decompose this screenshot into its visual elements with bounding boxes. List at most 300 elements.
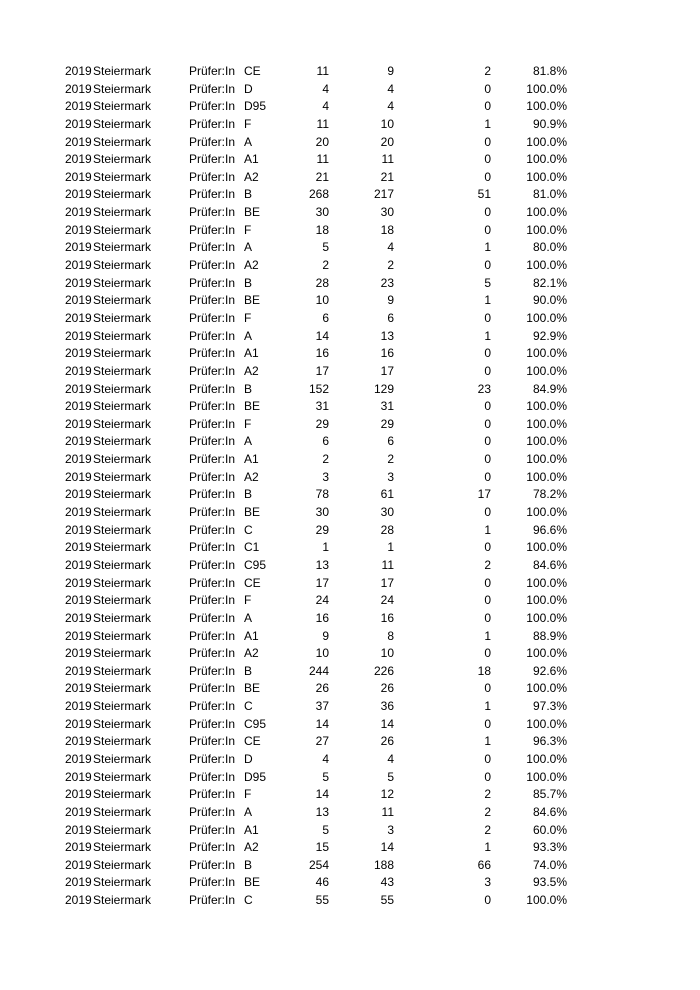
failed-count-cell: 1 xyxy=(484,116,491,131)
license-class-cell: BE xyxy=(244,505,261,520)
total-count-cell: 37 xyxy=(315,699,329,714)
table-row xyxy=(0,222,700,240)
license-class-cell: A xyxy=(244,804,253,819)
region-cell: Steiermark xyxy=(93,434,152,449)
region-cell: Steiermark xyxy=(93,663,152,678)
total-count-cell: 5 xyxy=(322,240,329,255)
region-cell: Steiermark xyxy=(93,540,152,555)
table-row xyxy=(0,822,700,840)
passed-count-cell: 4 xyxy=(387,81,394,96)
year-cell: 2019 xyxy=(65,452,92,467)
table-row xyxy=(0,839,700,857)
role-cell: Prüfer:In xyxy=(189,610,236,625)
passed-count-cell: 5 xyxy=(387,769,394,784)
region-cell: Steiermark xyxy=(93,469,152,484)
role-cell: Prüfer:In xyxy=(189,187,236,202)
region-cell: Steiermark xyxy=(93,152,152,167)
passed-count-cell: 18 xyxy=(380,222,394,237)
failed-count-cell: 0 xyxy=(484,434,491,449)
pass-rate-cell: 100.0% xyxy=(526,99,567,114)
total-count-cell: 152 xyxy=(308,381,329,396)
license-class-cell: BE xyxy=(244,205,261,220)
passed-count-cell: 6 xyxy=(387,434,394,449)
role-cell: Prüfer:In xyxy=(189,663,236,678)
table-row xyxy=(0,733,700,751)
passed-count-cell: 12 xyxy=(380,787,394,802)
failed-count-cell: 0 xyxy=(484,258,491,273)
pass-rate-cell: 84.6% xyxy=(532,557,567,572)
table-row xyxy=(0,345,700,363)
role-cell: Prüfer:In xyxy=(189,134,236,149)
pass-rate-cell: 100.0% xyxy=(526,540,567,555)
total-count-cell: 2 xyxy=(322,258,329,273)
table-row xyxy=(0,275,700,293)
passed-count-cell: 2 xyxy=(387,258,394,273)
role-cell: Prüfer:In xyxy=(189,258,236,273)
failed-count-cell: 2 xyxy=(484,787,491,802)
year-cell: 2019 xyxy=(65,258,92,273)
region-cell: Steiermark xyxy=(93,293,152,308)
pass-rate-cell: 100.0% xyxy=(526,893,567,908)
role-cell: Prüfer:In xyxy=(189,734,236,749)
failed-count-cell: 0 xyxy=(484,769,491,784)
region-cell: Steiermark xyxy=(93,381,152,396)
region-cell: Steiermark xyxy=(93,893,152,908)
table-row xyxy=(0,751,700,769)
total-count-cell: 31 xyxy=(315,399,329,414)
role-cell: Prüfer:In xyxy=(189,593,236,608)
total-count-cell: 4 xyxy=(322,81,329,96)
passed-count-cell: 36 xyxy=(380,699,394,714)
passed-count-cell: 10 xyxy=(380,646,394,661)
pass-rate-cell: 100.0% xyxy=(526,434,567,449)
license-class-cell: F xyxy=(244,593,252,608)
passed-count-cell: 8 xyxy=(387,628,394,643)
passed-count-cell: 29 xyxy=(380,416,394,431)
pass-rate-cell: 96.6% xyxy=(532,522,567,537)
table-row xyxy=(0,257,700,275)
region-cell: Steiermark xyxy=(93,575,152,590)
failed-count-cell: 1 xyxy=(484,840,491,855)
total-count-cell: 30 xyxy=(315,505,329,520)
table-row xyxy=(0,363,700,381)
year-cell: 2019 xyxy=(65,416,92,431)
pass-rate-cell: 100.0% xyxy=(526,134,567,149)
license-class-cell: CE xyxy=(244,734,261,749)
year-cell: 2019 xyxy=(65,134,92,149)
table-row xyxy=(0,522,700,540)
role-cell: Prüfer:In xyxy=(189,840,236,855)
failed-count-cell: 0 xyxy=(484,893,491,908)
pass-rate-cell: 84.9% xyxy=(532,381,567,396)
license-class-cell: A2 xyxy=(244,646,259,661)
region-cell: Steiermark xyxy=(93,187,152,202)
failed-count-cell: 2 xyxy=(484,557,491,572)
license-class-cell: CE xyxy=(244,575,261,590)
role-cell: Prüfer:In xyxy=(189,416,236,431)
total-count-cell: 28 xyxy=(315,275,329,290)
role-cell: Prüfer:In xyxy=(189,505,236,520)
passed-count-cell: 13 xyxy=(380,328,394,343)
table-row xyxy=(0,680,700,698)
year-cell: 2019 xyxy=(65,734,92,749)
pass-rate-cell: 93.5% xyxy=(532,875,567,890)
table-row xyxy=(0,592,700,610)
region-cell: Steiermark xyxy=(93,628,152,643)
year-cell: 2019 xyxy=(65,840,92,855)
passed-count-cell: 55 xyxy=(380,893,394,908)
year-cell: 2019 xyxy=(65,804,92,819)
total-count-cell: 24 xyxy=(315,593,329,608)
year-cell: 2019 xyxy=(65,522,92,537)
region-cell: Steiermark xyxy=(93,169,152,184)
region-cell: Steiermark xyxy=(93,363,152,378)
region-cell: Steiermark xyxy=(93,804,152,819)
passed-count-cell: 4 xyxy=(387,240,394,255)
role-cell: Prüfer:In xyxy=(189,310,236,325)
table-row xyxy=(0,433,700,451)
year-cell: 2019 xyxy=(65,787,92,802)
license-class-cell: F xyxy=(244,787,252,802)
failed-count-cell: 66 xyxy=(477,857,491,872)
license-class-cell: BE xyxy=(244,399,261,414)
year-cell: 2019 xyxy=(65,505,92,520)
pass-rate-cell: 81.0% xyxy=(532,187,567,202)
role-cell: Prüfer:In xyxy=(189,99,236,114)
total-count-cell: 15 xyxy=(315,840,329,855)
passed-count-cell: 30 xyxy=(380,505,394,520)
total-count-cell: 18 xyxy=(315,222,329,237)
pass-rate-cell: 100.0% xyxy=(526,575,567,590)
region-cell: Steiermark xyxy=(93,646,152,661)
failed-count-cell: 51 xyxy=(477,187,491,202)
region-cell: Steiermark xyxy=(93,681,152,696)
total-count-cell: 30 xyxy=(315,205,329,220)
year-cell: 2019 xyxy=(65,681,92,696)
year-cell: 2019 xyxy=(65,751,92,766)
license-class-cell: A xyxy=(244,328,253,343)
table-row xyxy=(0,239,700,257)
failed-count-cell: 0 xyxy=(484,469,491,484)
table-row xyxy=(0,310,700,328)
license-class-cell: B xyxy=(244,487,253,502)
pass-rate-cell: 100.0% xyxy=(526,310,567,325)
year-cell: 2019 xyxy=(65,399,92,414)
role-cell: Prüfer:In xyxy=(189,399,236,414)
region-cell: Steiermark xyxy=(93,857,152,872)
passed-count-cell: 20 xyxy=(380,134,394,149)
table-row xyxy=(0,98,700,116)
failed-count-cell: 0 xyxy=(484,310,491,325)
total-count-cell: 10 xyxy=(315,646,329,661)
failed-count-cell: 0 xyxy=(484,399,491,414)
year-cell: 2019 xyxy=(65,893,92,908)
license-class-cell: C1 xyxy=(244,540,260,555)
passed-count-cell: 30 xyxy=(380,205,394,220)
table-row xyxy=(0,663,700,681)
table-row xyxy=(0,786,700,804)
passed-count-cell: 26 xyxy=(380,734,394,749)
passed-count-cell: 14 xyxy=(380,716,394,731)
role-cell: Prüfer:In xyxy=(189,893,236,908)
failed-count-cell: 0 xyxy=(484,99,491,114)
pass-rate-cell: 97.3% xyxy=(532,699,567,714)
role-cell: Prüfer:In xyxy=(189,469,236,484)
region-cell: Steiermark xyxy=(93,258,152,273)
year-cell: 2019 xyxy=(65,434,92,449)
total-count-cell: 5 xyxy=(322,769,329,784)
region-cell: Steiermark xyxy=(93,505,152,520)
role-cell: Prüfer:In xyxy=(189,275,236,290)
year-cell: 2019 xyxy=(65,822,92,837)
year-cell: 2019 xyxy=(65,540,92,555)
region-cell: Steiermark xyxy=(93,399,152,414)
license-class-cell: B xyxy=(244,275,253,290)
role-cell: Prüfer:In xyxy=(189,857,236,872)
year-cell: 2019 xyxy=(65,81,92,96)
total-count-cell: 21 xyxy=(315,169,329,184)
region-cell: Steiermark xyxy=(93,734,152,749)
license-class-cell: C95 xyxy=(244,716,267,731)
total-count-cell: 55 xyxy=(315,893,329,908)
table-row xyxy=(0,451,700,469)
table-row xyxy=(0,169,700,187)
region-cell: Steiermark xyxy=(93,716,152,731)
role-cell: Prüfer:In xyxy=(189,787,236,802)
license-class-cell: A2 xyxy=(244,258,259,273)
role-cell: Prüfer:In xyxy=(189,681,236,696)
role-cell: Prüfer:In xyxy=(189,646,236,661)
pass-rate-cell: 100.0% xyxy=(526,222,567,237)
table-row xyxy=(0,804,700,822)
passed-count-cell: 26 xyxy=(380,681,394,696)
total-count-cell: 78 xyxy=(315,487,329,502)
pass-rate-cell: 100.0% xyxy=(526,610,567,625)
pass-rate-cell: 100.0% xyxy=(526,205,567,220)
failed-count-cell: 0 xyxy=(484,205,491,220)
total-count-cell: 3 xyxy=(322,469,329,484)
total-count-cell: 6 xyxy=(322,434,329,449)
pass-rate-cell: 100.0% xyxy=(526,646,567,661)
license-class-cell: C xyxy=(244,699,253,714)
role-cell: Prüfer:In xyxy=(189,363,236,378)
license-class-cell: BE xyxy=(244,681,261,696)
failed-count-cell: 0 xyxy=(484,681,491,696)
region-cell: Steiermark xyxy=(93,822,152,837)
role-cell: Prüfer:In xyxy=(189,875,236,890)
total-count-cell: 20 xyxy=(315,134,329,149)
role-cell: Prüfer:In xyxy=(189,205,236,220)
pass-rate-cell: 90.9% xyxy=(532,116,567,131)
region-cell: Steiermark xyxy=(93,116,152,131)
license-class-cell: C xyxy=(244,522,253,537)
region-cell: Steiermark xyxy=(93,699,152,714)
role-cell: Prüfer:In xyxy=(189,222,236,237)
pass-rate-cell: 82.1% xyxy=(532,275,567,290)
year-cell: 2019 xyxy=(65,328,92,343)
pass-rate-cell: 88.9% xyxy=(532,628,567,643)
passed-count-cell: 9 xyxy=(387,293,394,308)
pass-rate-cell: 100.0% xyxy=(526,751,567,766)
region-cell: Steiermark xyxy=(93,205,152,220)
passed-count-cell: 2 xyxy=(387,452,394,467)
failed-count-cell: 0 xyxy=(484,751,491,766)
role-cell: Prüfer:In xyxy=(189,628,236,643)
failed-count-cell: 2 xyxy=(484,64,491,78)
failed-count-cell: 2 xyxy=(484,822,491,837)
table-row xyxy=(0,504,700,522)
role-cell: Prüfer:In xyxy=(189,169,236,184)
region-cell: Steiermark xyxy=(93,81,152,96)
license-class-cell: F xyxy=(244,416,252,431)
role-cell: Prüfer:In xyxy=(189,575,236,590)
year-cell: 2019 xyxy=(65,363,92,378)
pass-rate-cell: 74.0% xyxy=(532,857,567,872)
region-cell: Steiermark xyxy=(93,346,152,361)
role-cell: Prüfer:In xyxy=(189,716,236,731)
role-cell: Prüfer:In xyxy=(189,116,236,131)
failed-count-cell: 23 xyxy=(477,381,491,396)
year-cell: 2019 xyxy=(65,646,92,661)
failed-count-cell: 0 xyxy=(484,716,491,731)
failed-count-cell: 0 xyxy=(484,646,491,661)
year-cell: 2019 xyxy=(65,769,92,784)
passed-count-cell: 226 xyxy=(373,663,394,678)
license-class-cell: F xyxy=(244,310,252,325)
region-cell: Steiermark xyxy=(93,240,152,255)
license-class-cell: A2 xyxy=(244,469,259,484)
license-class-cell: F xyxy=(244,222,252,237)
region-cell: Steiermark xyxy=(93,593,152,608)
pass-rate-cell: 100.0% xyxy=(526,363,567,378)
year-cell: 2019 xyxy=(65,487,92,502)
license-class-cell: A1 xyxy=(244,152,259,167)
year-cell: 2019 xyxy=(65,152,92,167)
pass-rate-cell: 100.0% xyxy=(526,416,567,431)
total-count-cell: 14 xyxy=(315,787,329,802)
table-row xyxy=(0,557,700,575)
role-cell: Prüfer:In xyxy=(189,152,236,167)
failed-count-cell: 0 xyxy=(484,610,491,625)
failed-count-cell: 0 xyxy=(484,363,491,378)
table-row xyxy=(0,698,700,716)
table-row xyxy=(0,716,700,734)
failed-count-cell: 0 xyxy=(484,152,491,167)
failed-count-cell: 1 xyxy=(484,293,491,308)
total-count-cell: 27 xyxy=(315,734,329,749)
table-row xyxy=(0,874,700,892)
year-cell: 2019 xyxy=(65,875,92,890)
license-class-cell: B xyxy=(244,187,253,202)
passed-count-cell: 217 xyxy=(373,187,394,202)
pass-rate-cell: 80.0% xyxy=(532,240,567,255)
data-table xyxy=(0,63,700,910)
failed-count-cell: 17 xyxy=(477,487,491,502)
license-class-cell: C95 xyxy=(244,557,267,572)
pass-rate-cell: 100.0% xyxy=(526,505,567,520)
passed-count-cell: 23 xyxy=(380,275,394,290)
passed-count-cell: 9 xyxy=(387,64,394,78)
year-cell: 2019 xyxy=(65,628,92,643)
pass-rate-cell: 100.0% xyxy=(526,258,567,273)
total-count-cell: 4 xyxy=(322,751,329,766)
total-count-cell: 4 xyxy=(322,99,329,114)
region-cell: Steiermark xyxy=(93,487,152,502)
table-row xyxy=(0,486,700,504)
total-count-cell: 29 xyxy=(315,522,329,537)
passed-count-cell: 3 xyxy=(387,822,394,837)
license-class-cell: CE xyxy=(244,64,261,78)
table-row xyxy=(0,610,700,628)
failed-count-cell: 0 xyxy=(484,346,491,361)
role-cell: Prüfer:In xyxy=(189,64,236,78)
passed-count-cell: 61 xyxy=(380,487,394,502)
license-class-cell: D xyxy=(244,751,253,766)
failed-count-cell: 0 xyxy=(484,222,491,237)
table-row xyxy=(0,575,700,593)
region-cell: Steiermark xyxy=(93,452,152,467)
region-cell: Steiermark xyxy=(93,769,152,784)
total-count-cell: 11 xyxy=(316,64,329,78)
role-cell: Prüfer:In xyxy=(189,434,236,449)
license-class-cell: A xyxy=(244,240,253,255)
year-cell: 2019 xyxy=(65,593,92,608)
pass-rate-cell: 78.2% xyxy=(532,487,567,502)
passed-count-cell: 3 xyxy=(387,469,394,484)
failed-count-cell: 0 xyxy=(484,505,491,520)
license-class-cell: A1 xyxy=(244,346,259,361)
license-class-cell: A2 xyxy=(244,363,259,378)
year-cell: 2019 xyxy=(65,293,92,308)
region-cell: Steiermark xyxy=(93,310,152,325)
pass-rate-cell: 90.0% xyxy=(532,293,567,308)
role-cell: Prüfer:In xyxy=(189,328,236,343)
failed-count-cell: 0 xyxy=(484,593,491,608)
failed-count-cell: 0 xyxy=(484,81,491,96)
year-cell: 2019 xyxy=(65,275,92,290)
license-class-cell: D95 xyxy=(244,769,267,784)
pass-rate-cell: 96.3% xyxy=(532,734,567,749)
year-cell: 2019 xyxy=(65,346,92,361)
license-class-cell: B xyxy=(244,663,253,678)
passed-count-cell: 43 xyxy=(380,875,394,890)
total-count-cell: 46 xyxy=(315,875,329,890)
passed-count-cell: 16 xyxy=(380,610,394,625)
pass-rate-cell: 100.0% xyxy=(526,681,567,696)
license-class-cell: BE xyxy=(244,875,261,890)
table-row xyxy=(0,398,700,416)
failed-count-cell: 0 xyxy=(484,169,491,184)
total-count-cell: 13 xyxy=(315,804,329,819)
table-row xyxy=(0,116,700,134)
pass-rate-cell: 92.9% xyxy=(532,328,567,343)
failed-count-cell: 0 xyxy=(484,540,491,555)
role-cell: Prüfer:In xyxy=(189,699,236,714)
year-cell: 2019 xyxy=(65,469,92,484)
total-count-cell: 9 xyxy=(322,628,329,643)
table-row xyxy=(0,469,700,487)
passed-count-cell: 11 xyxy=(381,557,394,572)
table-row xyxy=(0,81,700,99)
year-cell: 2019 xyxy=(65,699,92,714)
license-class-cell: A xyxy=(244,134,253,149)
pass-rate-cell: 100.0% xyxy=(526,399,567,414)
total-count-cell: 1 xyxy=(322,540,329,555)
total-count-cell: 26 xyxy=(315,681,329,696)
region-cell: Steiermark xyxy=(93,610,152,625)
total-count-cell: 268 xyxy=(308,187,329,202)
role-cell: Prüfer:In xyxy=(189,804,236,819)
